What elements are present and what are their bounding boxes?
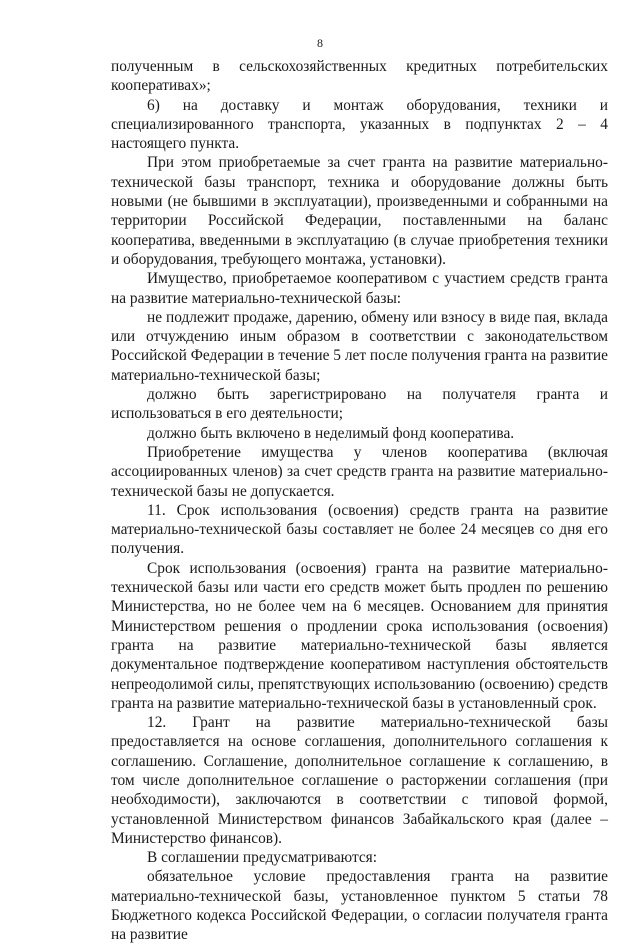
paragraph: Имущество, приобретаемое кооперативом с участием средств гранта на развитие материально-технической базы: bbox=[111, 270, 608, 307]
paragraph: 12. Грант на развитие материально-технической базы предоставляется на основе соглашения, дополнительного соглашения к соглашению. Соглашение, дополнительное соглашение к соглашению, в том числе дополнительное соглашение о расторжении соглашения (при необходимости), заключаются в соответствии с типовой формой, установленной Министерством финансов Забайкальского края (далее – Министерство финансов). bbox=[111, 714, 608, 847]
paragraph: Приобретение имущества у членов кооператива (включая ассоциированных членов) за счет средств гранта на развитие материально-технической базы не допускается. bbox=[111, 443, 608, 500]
paragraph: При этом приобретаемые за счет гранта на развитие материально-технической базы транспорт, техника и оборудование должны быть новыми (не бывшими в эксплуатации), произведенными и собранными на территории Российской Федерации, поставленными на баланс кооператива, введенными в эксплуатацию (в случае приобретения техники и оборудования, требующего монтажа, установки). bbox=[111, 154, 608, 268]
paragraph: В соглашении предусматриваются: bbox=[147, 849, 378, 867]
paragraph: 11. Срок использования (освоения) средств гранта на развитие материально-технической базы составляет не более 24 месяцев со дня его получения. bbox=[111, 501, 608, 558]
paragraph: не подлежит продаже, дарению, обмену или взносу в виде пая, вклада или отчуждению иным образом в соответствии с законодательством Российской Федерации в течение 5 лет после получения гранта на развитие материально-технической базы; bbox=[111, 308, 608, 384]
paragraph: полученным в сельскохозяйственных кредитных потребительских кооперативах»; bbox=[111, 58, 608, 95]
document-body bbox=[111, 57, 608, 945]
paragraph: Срок использования (освоения) гранта на развитие материально-технической базы или части его средств может быть продлен по решению Министерства, но не более чем на 6 месяцев. Основанием для принятия Министерством решения о продлении срока использования (освоения) гранта на развитие материально-технической базы является документальное подтверждение кооперативом наступления обстоятельств непреодолимой силы, препятствующих использованию (освоению) средств гранта на развитие материально-технической базы в установленный срок. bbox=[111, 559, 608, 712]
paragraph: должно быть зарегистрировано на получателя гранта и использоваться в его деятельности; bbox=[111, 386, 608, 423]
paragraph: 6) на доставку и монтаж оборудования, техники и специализированного транспорта, указанных в подпунктах 2 – 4 настоящего пункта. bbox=[111, 96, 608, 153]
paragraph: должно быть включено в неделимый фонд кооператива. bbox=[147, 424, 515, 442]
page-number: 8 bbox=[317, 36, 323, 50]
paragraph: обязательное условие предоставления гранта на развитие материально-технической базы, установленное пунктом 5 статьи 78 Бюджетного кодекса Российской Федерации, о согласии получателя гранта на развитие bbox=[111, 868, 608, 944]
